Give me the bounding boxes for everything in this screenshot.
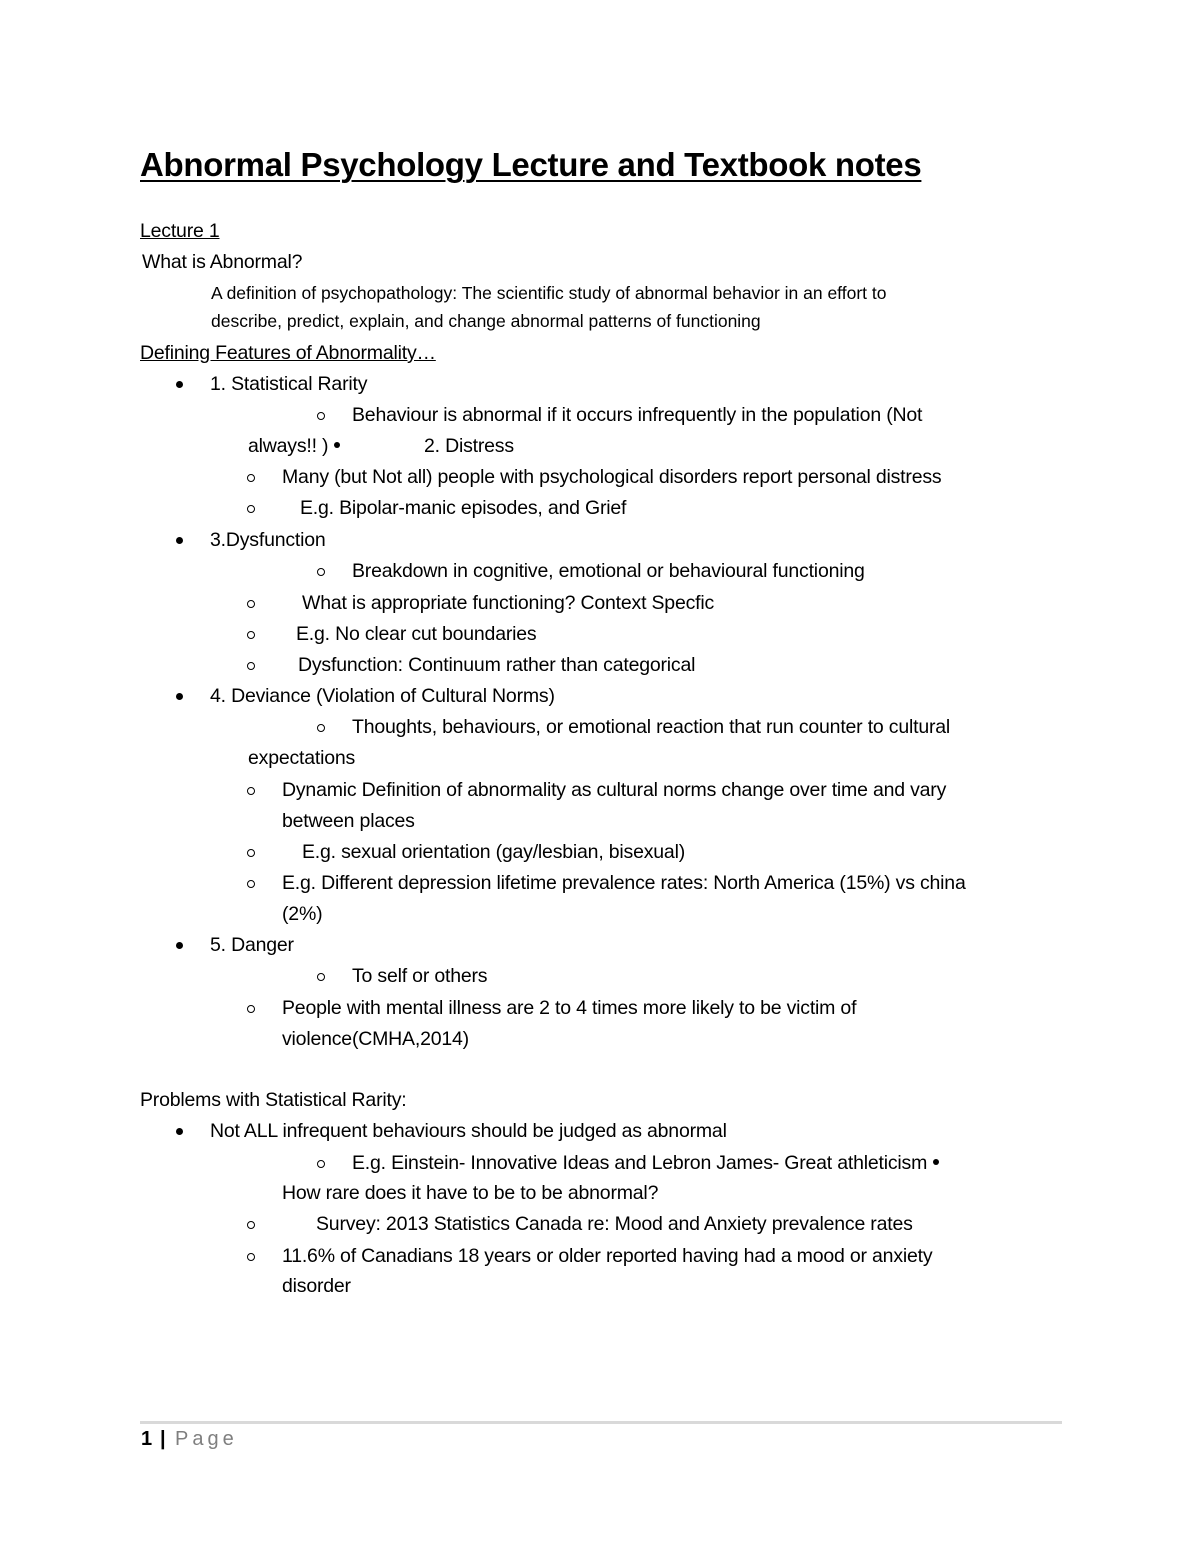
feature-3-sub-2: What is appropriate functioning? Context Specfic [302, 592, 715, 614]
feature-5-sub-2-line-1: People with mental illness are 2 to 4 times more likely to be victim of [282, 997, 857, 1019]
circle-bullet-icon [247, 1221, 255, 1229]
circle-bullet-icon [317, 412, 325, 420]
problem-sub-3-line-2: disorder [282, 1275, 351, 1297]
feature-3-sub-4: Dysfunction: Continuum rather than categorical [298, 654, 696, 676]
feature-item-1: 1. Statistical Rarity [210, 373, 368, 395]
circle-bullet-icon [247, 631, 255, 639]
question-heading: What is Abnormal? [142, 251, 303, 273]
problems-heading: Problems with Statistical Rarity: [140, 1089, 407, 1111]
circle-bullet-icon [247, 880, 255, 888]
feature-2-sub-2: E.g. Bipolar-manic episodes, and Grief [300, 497, 627, 519]
feature-4-sub-1-line-2: expectations [248, 747, 356, 769]
feature-4-sub-3: E.g. sexual orientation (gay/lesbian, bisexual) [302, 841, 685, 863]
problem-sub-1-line-1: E.g. Einstein- Innovative Ideas and Lebron James- Great athleticism [352, 1151, 943, 1175]
problem-sub-1-line-2: How rare does it have to be to be abnormal? [282, 1182, 659, 1204]
circle-bullet-icon [247, 1253, 255, 1261]
page-label: Page [175, 1428, 238, 1450]
feature-4-sub-1-line-1: Thoughts, behaviours, or emotional reaction that run counter to cultural [352, 716, 951, 738]
bullet-icon [334, 442, 340, 448]
circle-bullet-icon [247, 1005, 255, 1013]
circle-bullet-icon [247, 600, 255, 608]
circle-bullet-icon [247, 474, 255, 482]
circle-bullet-icon [317, 1160, 325, 1168]
bullet-icon [176, 693, 183, 700]
features-heading: Defining Features of Abnormality… [140, 342, 436, 364]
bullet-icon [176, 1128, 183, 1135]
document-title: Abnormal Psychology Lecture and Textbook notes [140, 146, 922, 183]
footer-rule [140, 1421, 1062, 1424]
bullet-icon [176, 537, 183, 544]
definition-line-2: describe, predict, explain, and change abnormal patterns of functioning [211, 311, 761, 331]
circle-bullet-icon [247, 787, 255, 795]
feature-1-sub-1-line-2: always!! ) [248, 434, 344, 458]
feature-item-5: 5. Danger [210, 934, 294, 956]
feature-item-3: 3.Dysfunction [210, 529, 326, 551]
circle-bullet-icon [317, 568, 325, 576]
feature-5-sub-2-line-2: violence(CMHA,2014) [282, 1028, 469, 1050]
feature-4-sub-4-line-1: E.g. Different depression lifetime prevalence rates: North America (15%) vs china [282, 872, 966, 894]
feature-2-sub-1: Many (but Not all) people with psychological disorders report personal distress [282, 466, 942, 488]
circle-bullet-icon [247, 849, 255, 857]
circle-bullet-icon [317, 724, 325, 732]
lecture-heading: Lecture 1 [140, 220, 220, 242]
feature-item-4: 4. Deviance (Violation of Cultural Norms) [210, 685, 555, 707]
bullet-icon [933, 1159, 939, 1165]
feature-4-sub-4-line-2: (2%) [282, 903, 323, 925]
circle-bullet-icon [247, 505, 255, 513]
feature-3-sub-3: E.g. No clear cut boundaries [296, 623, 537, 645]
feature-1-sub-1-line-1: Behaviour is abnormal if it occurs infrequently in the population (Not [352, 404, 923, 426]
feature-4-sub-2-line-1: Dynamic Definition of abnormality as cultural norms change over time and vary [282, 779, 947, 801]
page-number: 1 [141, 1428, 153, 1450]
problem-item-1: Not ALL infrequent behaviours should be judged as abnormal [210, 1120, 727, 1142]
bullet-icon [176, 942, 183, 949]
page-separator: | [160, 1428, 166, 1450]
problem-sub-2: Survey: 2013 Statistics Canada re: Mood and Anxiety prevalence rates [316, 1213, 913, 1235]
feature-5-sub-1: To self or others [352, 965, 488, 987]
feature-4-sub-2-line-2: between places [282, 810, 415, 832]
feature-3-sub-1: Breakdown in cognitive, emotional or behavioural functioning [352, 560, 865, 582]
circle-bullet-icon [317, 973, 325, 981]
definition-line-1: A definition of psychopathology: The scientific study of abnormal behavior in an effort to [211, 283, 887, 303]
feature-item-2: 2. Distress [424, 435, 514, 457]
circle-bullet-icon [247, 662, 255, 670]
problem-sub-3-line-1: 11.6% of Canadians 18 years or older reported having had a mood or anxiety [282, 1245, 933, 1267]
bullet-icon [176, 381, 183, 388]
